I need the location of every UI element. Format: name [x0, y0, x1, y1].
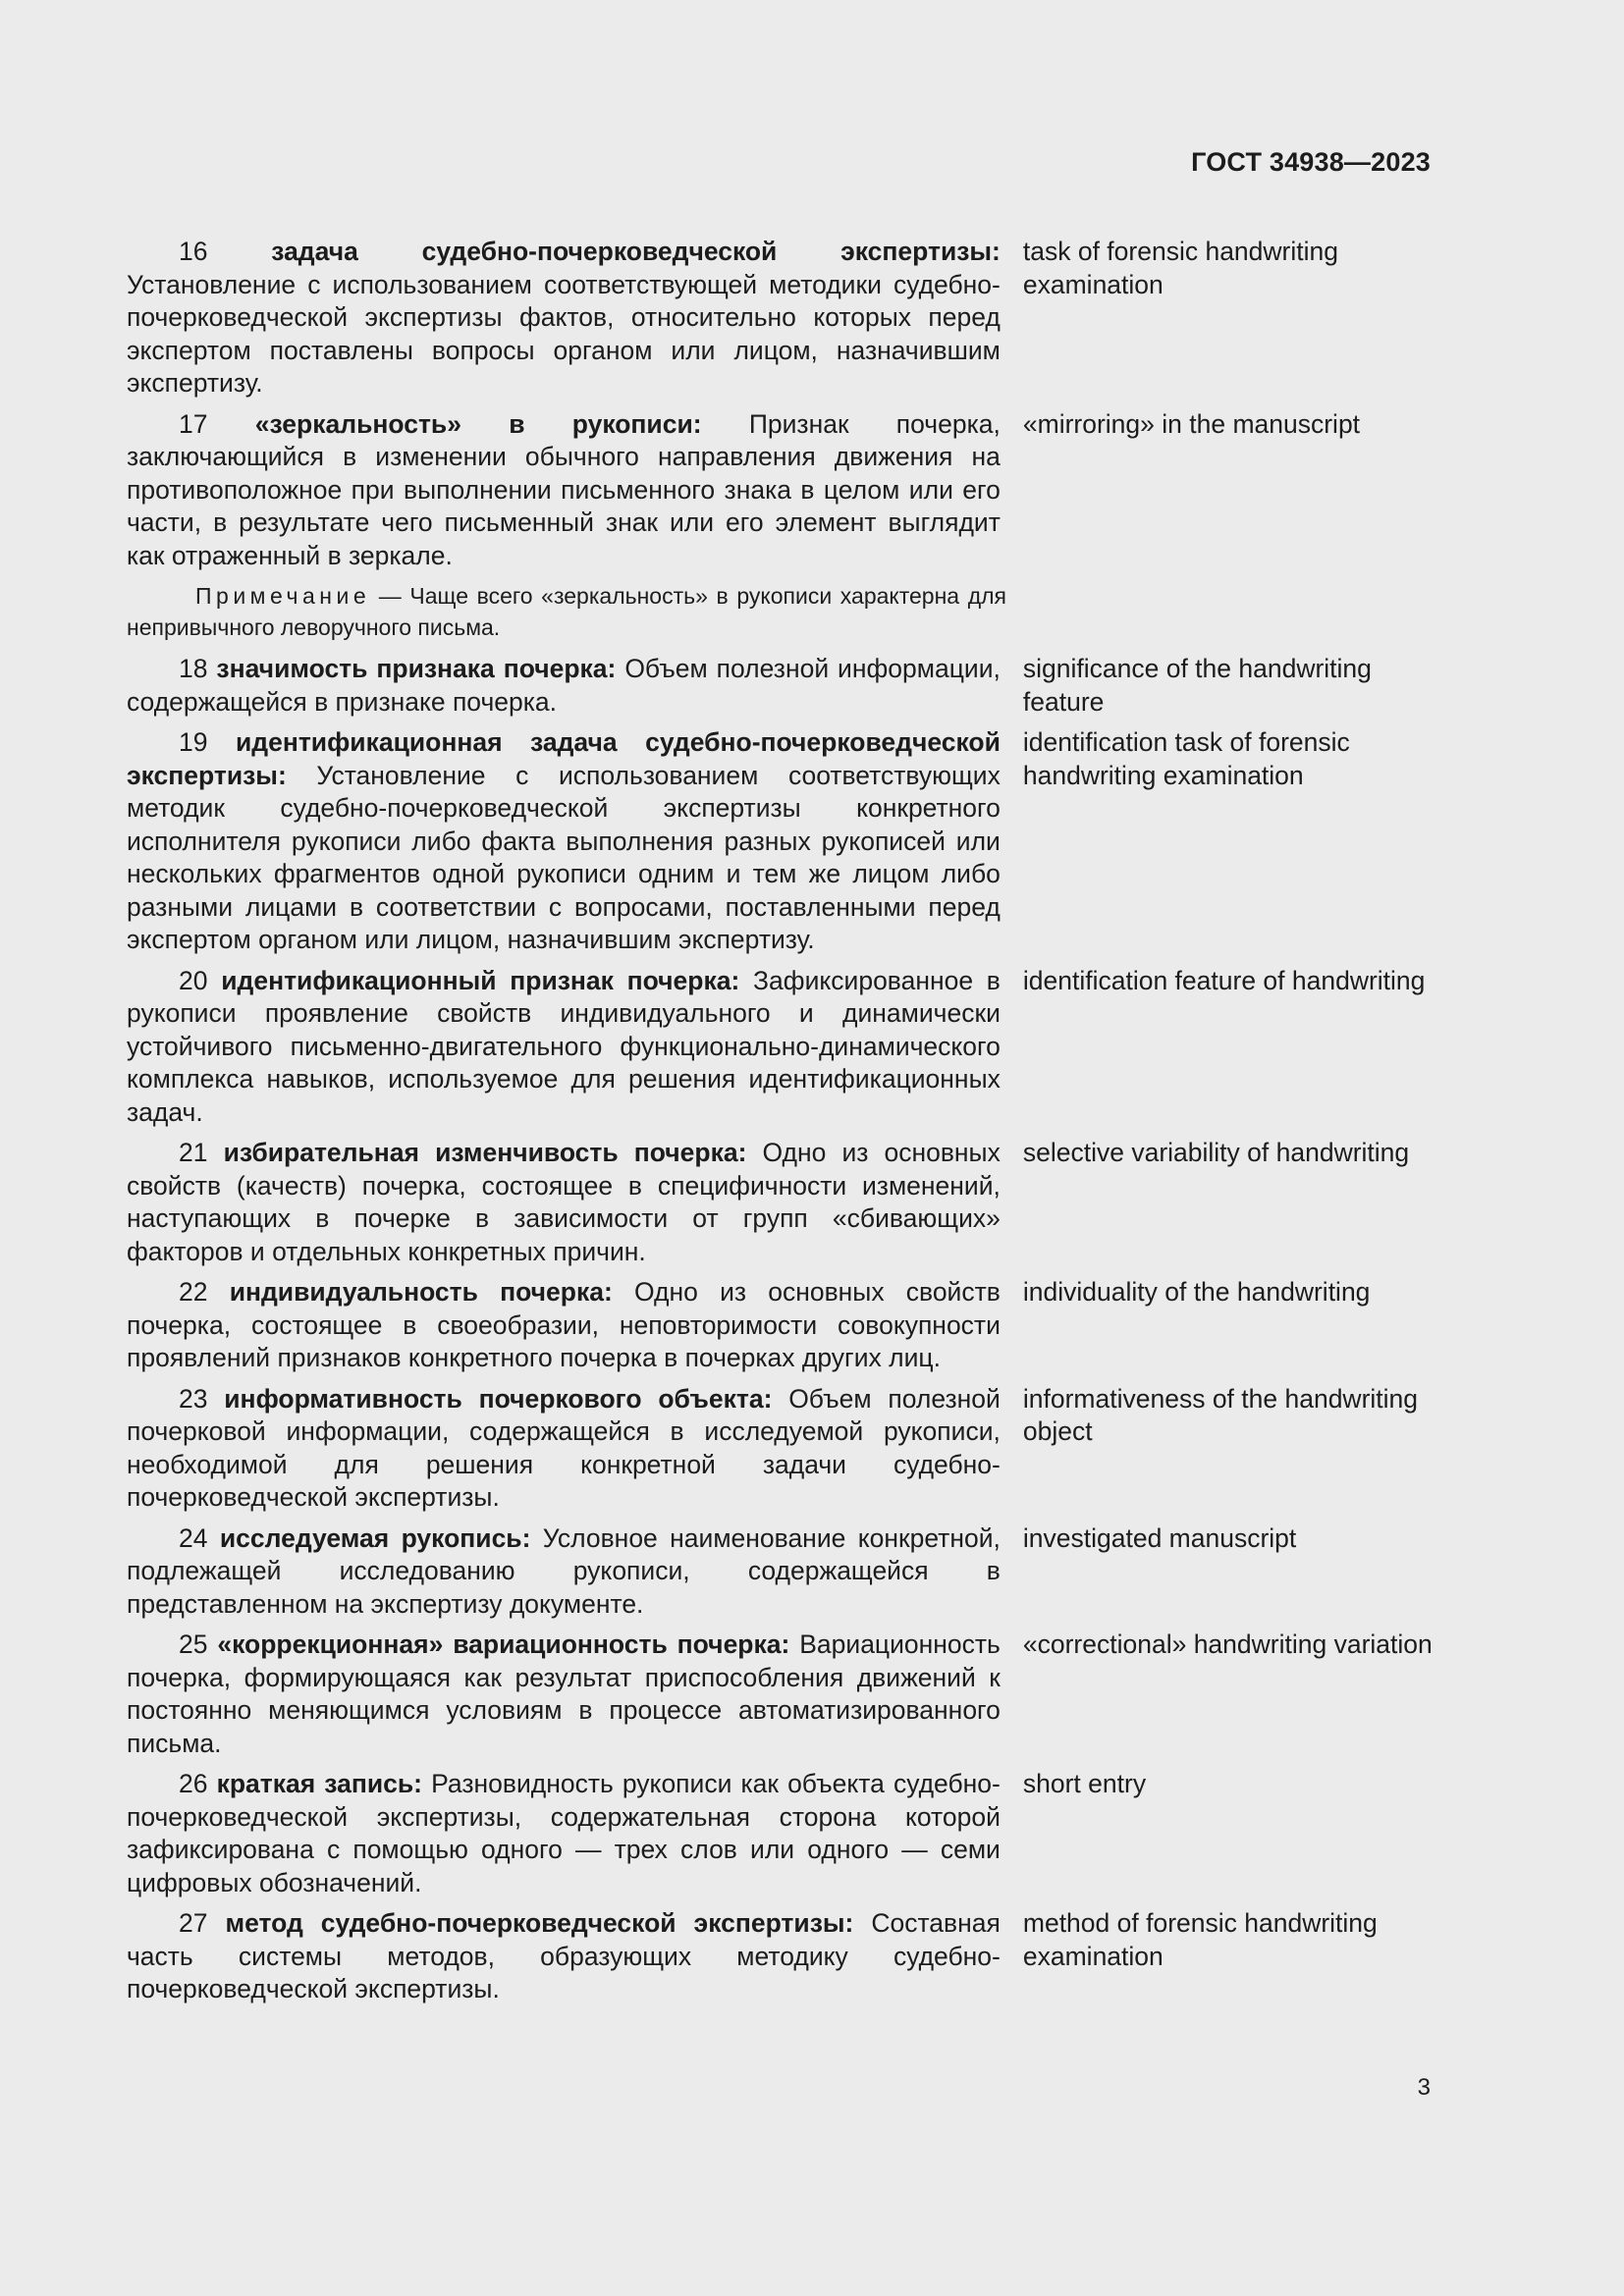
term-entry-16 — [127, 236, 1433, 400]
term-english-equivalent: significance of the handwriting feature — [1022, 654, 1372, 717]
term-definition-text: Объем полезной информации, содержащейся в признаке почерка. — [127, 654, 1001, 717]
term-definition-ru — [127, 1383, 1001, 1515]
term-definition-ru — [127, 1629, 1001, 1760]
term-name: идентификационный признак почерка: — [221, 965, 740, 995]
term-entry-21 — [127, 1137, 1433, 1268]
term-number: 16 — [179, 237, 208, 266]
term-definition-ru — [127, 1137, 1001, 1268]
term-definition-text: Разновидность рукописи как объекта судебно-почерковедческой экспертизы, содержательная сторона которой зафиксирована с помощью одного — трех слов или одного — семи цифровых обозначений. — [127, 1769, 1001, 1897]
term-entry-24 — [127, 1522, 1433, 1622]
term-definition-text: Составная часть системы методов, образующих методику судебно-почерковедческой экспертизы. — [127, 1908, 1001, 2003]
term-english-equivalent: «mirroring» in the manuscript — [1022, 408, 1361, 439]
term-definition-text: Установление с использованием соответствующей методики судебно-почерковедческой экспертизы фактов, относительно которых перед экспертом поставлены вопросы органом или лицом, назначившим экспертизу. — [127, 269, 1001, 398]
term-number: 22 — [179, 1277, 208, 1307]
term-entry-20 — [127, 965, 1433, 1130]
term-definition-text: Одно из основных свойств (качеств) почерка, состоящее в специфичности изменений, наступающих в почерке в зависимости от групп «сбивающих» факторов и отдельных конкретных причин. — [127, 1138, 1001, 1266]
term-definition-ru — [127, 653, 1001, 719]
term-name: информативность почеркового объекта: — [224, 1383, 773, 1414]
term-definition-text: Одно из основных свойств почерка, состоящее в своеобразии, неповторимости совокупности проявлений признаков конкретного почерка в почерках других лиц. — [127, 1277, 1001, 1372]
term-name: «зеркальность» в рукописи: — [254, 408, 702, 439]
term-english-equivalent: investigated manuscript — [1022, 1522, 1297, 1553]
term-name: задача судебно-почерковедческой экспертизы: — [271, 237, 1001, 266]
term-definition-text: Вариационность почерка, формирующаяся как результат приспособления движений к постоянно меняющимся условиям в процессе автоматизированного письма. — [127, 1629, 1001, 1758]
term-number: 26 — [179, 1769, 208, 1798]
term-definition-text: Объем полезной почерковой информации, содержащейся в исследуемой рукописи, необходимой для решения конкретной задачи судебно-почерковедческой экспертизы. — [127, 1383, 1001, 1512]
term-17-note — [127, 580, 1006, 643]
term-english-equivalent: individuality of the handwriting — [1022, 1277, 1371, 1307]
term-name: метод судебно-почерковедческой экспертизы: — [225, 1908, 854, 1938]
term-english-equivalent: method of forensic handwriting examination — [1022, 1908, 1378, 1971]
term-definition-text: Признак почерка, заключающийся в изменении обычного направления движения на противоположное при выполнении письменного знака в целом или его части, в результате чего письменный знак или его элемент выглядит как отраженный в зеркале. — [127, 408, 1001, 570]
term-english-equivalent: task of forensic handwriting examination — [1022, 237, 1338, 299]
term-definition-ru — [127, 1276, 1001, 1375]
term-name: избирательная изменчивость почерка: — [223, 1138, 747, 1167]
term-number: 25 — [179, 1629, 208, 1659]
page-number: 3 — [1417, 2074, 1431, 2101]
term-number: 24 — [179, 1522, 208, 1553]
term-name: краткая запись: — [216, 1769, 423, 1798]
term-number: 17 — [179, 408, 208, 439]
term-number: 27 — [179, 1908, 208, 1938]
term-english-equivalent: identification task of forensic handwriting examination — [1022, 727, 1350, 790]
term-entry-18 — [127, 653, 1433, 719]
term-entry-22 — [127, 1276, 1433, 1375]
document-standard-number: ГОСТ 34938—2023 — [1191, 147, 1431, 177]
term-number: 19 — [179, 727, 208, 757]
term-entry-19 — [127, 726, 1433, 957]
term-english-equivalent: «correctional» handwriting variation — [1022, 1629, 1433, 1659]
term-definition-text: Установление с использованием соответствующих методик судебно-почерковедческой экспертизы конкретного исполнителя рукописи либо факта выполнения разных рукописей или нескольких фрагментов одной рукописи одним и тем же лицом либо разными лицами в соответствии с вопросами, поставленными перед экспертом органом или лицом, назначившим экспертизу. — [127, 760, 1001, 954]
term-definition-ru — [127, 726, 1001, 957]
term-definition-ru — [127, 236, 1001, 400]
term-definition-ru — [127, 1768, 1001, 1899]
term-definition-ru — [127, 1907, 1001, 2006]
term-definition-text: Условное наименование конкретной, подлежащей исследованию рукописи, содержащейся в представленном на экспертизу документе. — [127, 1522, 1001, 1619]
term-number: 18 — [179, 654, 208, 683]
term-name: индивидуальность почерка: — [229, 1277, 613, 1307]
term-english-equivalent: identification feature of handwriting — [1022, 965, 1426, 995]
term-english-equivalent: selective variability of handwriting — [1022, 1138, 1410, 1167]
term-definition-ru — [127, 965, 1001, 1130]
term-english-equivalent: informativeness of the handwriting object — [1022, 1383, 1419, 1446]
term-definition-ru — [127, 1522, 1001, 1622]
term-name: исследуемая рукопись: — [219, 1522, 531, 1553]
term-number: 21 — [179, 1138, 208, 1167]
term-number: 20 — [179, 965, 208, 995]
term-entry-23 — [127, 1383, 1433, 1515]
term-english-equivalent: short entry — [1022, 1769, 1147, 1798]
term-name: идентификационная задача судебно-почерковедческой экспертизы: — [127, 727, 1001, 790]
term-definition-text: Зафиксированное в рукописи проявление свойств индивидуального и динамически устойчивого письменно-двигательного функционально-динамического комплекса навыков, используемое для решения идентификационных задач. — [127, 965, 1001, 1127]
term-entry-17 — [127, 408, 1433, 573]
terms-list — [127, 236, 1433, 2014]
term-entry-27 — [127, 1907, 1433, 2006]
note-label: Примечание — [195, 583, 371, 609]
term-number: 23 — [179, 1383, 208, 1414]
term-name: «коррекционная» вариационность почерка: — [217, 1629, 790, 1659]
term-entry-25 — [127, 1629, 1433, 1760]
note-text: — Чаще всего «зеркальность» в рукописи характерна для непривычного леворучного письма. — [127, 583, 1007, 640]
term-name: значимость признака почерка: — [216, 654, 617, 683]
term-entry-26 — [127, 1768, 1433, 1899]
term-definition-ru — [127, 408, 1001, 573]
